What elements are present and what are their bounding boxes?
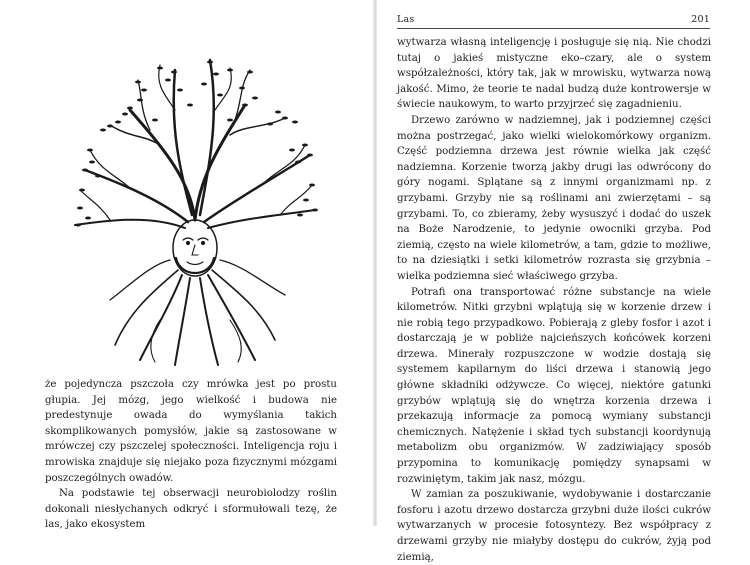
- paragraph: że pojedyncza pszczoła czy mrówka jest po prostu głupia. Jej mózg, jego wielkość i budowa nie predestynuje owada do wymyślania takich skomplikowanych pomysłów, jakie są zastosowane w mrówczej czy pszczelej społeczności. Inteligencja roju i mrowiska znajduje się niejako poza fizycznymi mózgami poszczególnych owadów.: [45, 379, 337, 484]
- paragraph: W zamian za poszukiwanie, wydobywanie i dostarczanie fosforu i azotu drzewo dostarcza grzybni duże ilości cukrów wytwarzanych w procesie fotosyntezy. Bez współpracy z drzewami grzyby nie miałyby dostępu do cukrów, żyją pod ziemią,: [397, 489, 711, 563]
- paragraph: wytwarza własną inteligencję i posługuje się nią. Nie chodzi tutaj o jakieś mistyczne eko–czary, ale o system współzależności, który tak, jak w mrowisku, wytwarza nową jakość. Mimo, że teorie te nadal budzą duże kontrowersje w świecie naukowym, to warto przyjrzeć się zagadnieniu.: [397, 37, 711, 111]
- page-number: 201: [691, 14, 710, 25]
- running-head: [397, 12, 710, 28]
- paragraph: Drzewo zarówno w nadziemnej, jak i podziemnej części można postrzegać, jako wielki wielokomórkowy organizm. Część podziemna drzewa jest równie wielka jak część nadziemna. Korzenie tworzą jakby drugi las odwrócony do góry nogami. Splątane są z innymi organizmami np. z grzybami. Grzyby nie są roślinami ani zwierzętami – są grzybami. To, co zbieramy, żeby wysuszyć i dodać do uszek na Boże Narodzenie, to jedynie owocniki grzyba. Pod ziemią, często na wiele kilometrów, a tam, gdzie to możliwe, to na dziesiątki i setki kilometrów rozrasta się grzybnia – wielka podziemna sieć właściwego grzyba.: [397, 114, 711, 282]
- right-body-text: [397, 35, 711, 565]
- paragraph: Potrafi ona transportować różne substancje na wiele kilometrów. Nitki grzybni wplątują się w korzenie drzew i nie robią tego przypadkowo. Pobierają z gleby fosfor i azot i dostarczają je w pobliże najcieńszych końcówek korzeni drzewa. Minerały rozpuszczone w wodzie dostają się systemem kapilarnym do liści drzewa i stanowią jego główne składniki odżywcze. Co więcej, niektóre gatunki grzybów wplątują się do wnętrza korzenia drzewa i przekazują informacje za pomocą wymiany substancji chemicznych. Natężenie i skład tych substancji koordynują metabolizm obu organizmów. W zadziwiający sposób przypomina to komunikację pomiędzy synapsami w rozwiniętym, takim jak nasz, mózgu.: [397, 286, 711, 485]
- left-body-text: [45, 377, 337, 533]
- right-page: [377, 0, 750, 563]
- left-page: [0, 0, 373, 531]
- tree-face-illustration: [70, 50, 320, 368]
- paragraph: Na podstawie tej obserwacji neurobiolodzy roślin dokonali niesłychanych odkryć i sformułowali tezę, że las, jako ekosystem: [45, 488, 337, 531]
- header-rule: [397, 28, 710, 29]
- running-title: Las: [397, 14, 415, 25]
